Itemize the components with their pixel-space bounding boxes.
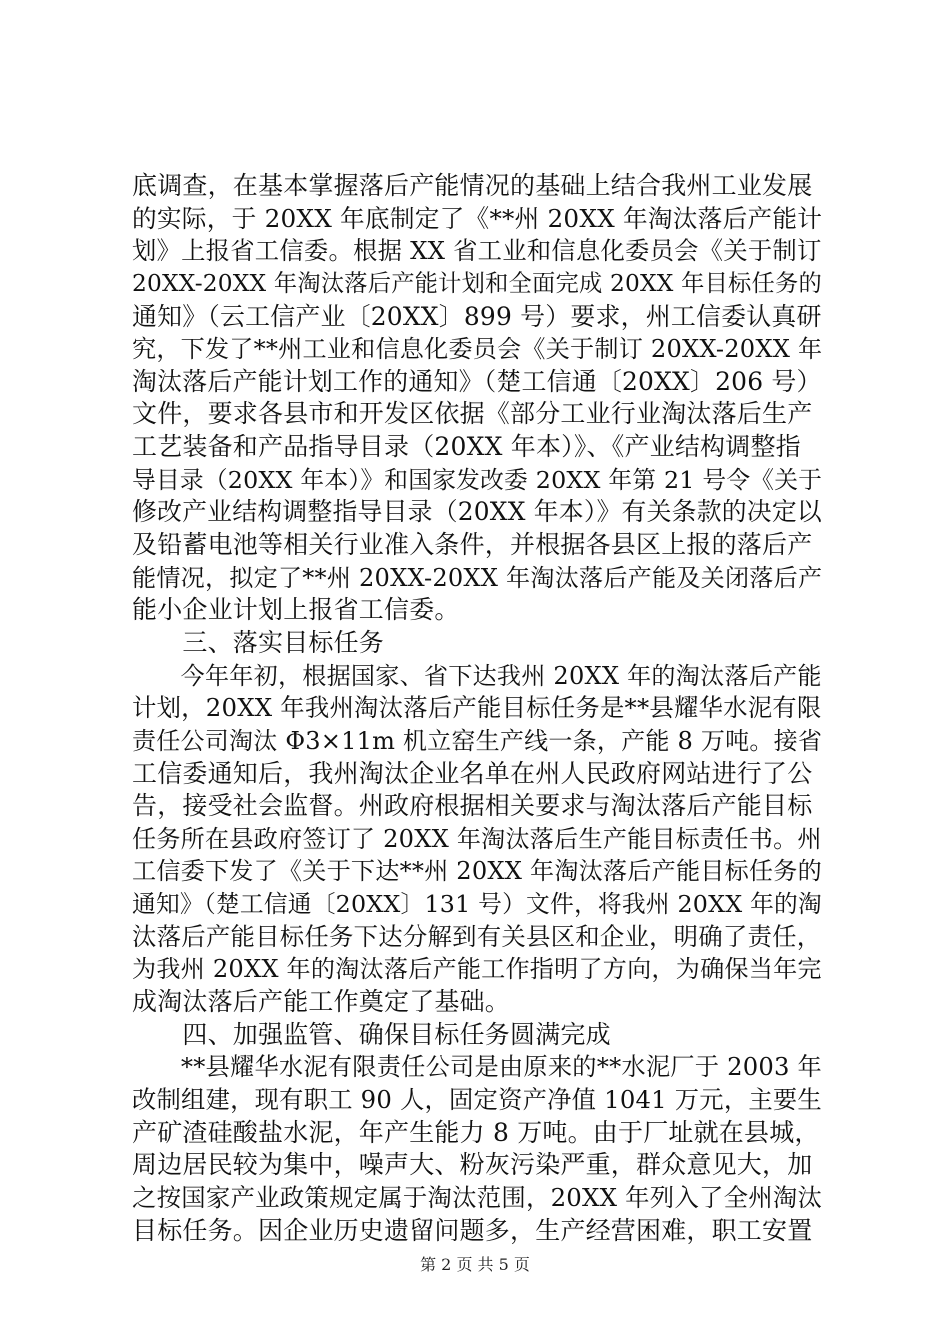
text-line: 计划，20XX 年我州淘汰落后产能目标任务是**县耀华水泥有限 xyxy=(132,693,822,723)
text-line: 能情况，拟定了**州 20XX-20XX 年淘汰落后产能及关闭落后产 xyxy=(132,563,823,592)
text-line: 淘汰落后产能计划工作的通知》（楚工信通〔20XX〕206 号） xyxy=(132,366,822,396)
text-line: 工艺装备和产品指导目录（20XX 年本）》、《产业结构调整指 xyxy=(132,432,801,462)
text-line: 周边居民较为集中，噪声大、粉灰污染严重，群众意见大，加 xyxy=(132,1150,813,1180)
text-line: 三、落实目标任务 xyxy=(132,627,385,657)
text-line: 四、加强监管、确保目标任务圆满完成 xyxy=(132,1019,611,1049)
text-line: 工信委下发了《关于下达**州 20XX 年淘汰落后产能目标任务的 xyxy=(132,857,822,886)
text-line: 汰落后产能目标任务下达分解到有关县区和企业，明确了责任， xyxy=(132,921,822,951)
text-line: 今年年初，根据国家、省下达我州 20XX 年的淘汰落后产能 xyxy=(132,661,822,690)
text-line: 目标任务。因企业历史遗留问题多，生产经营困难，职工安置 xyxy=(132,1215,813,1245)
text-line: 能小企业计划上报省工信委。 xyxy=(132,595,460,625)
text-line: 划》上报省工信委。根据 XX 省工业和信息化委员会《关于制订 xyxy=(132,236,822,266)
text-line: 成淘汰落后产能工作奠定了基础。 xyxy=(132,987,511,1017)
document-body xyxy=(132,170,832,1247)
text-line: **县耀华水泥有限责任公司是由原来的**水泥厂于 2003 年 xyxy=(132,1052,822,1082)
text-line: 产矿渣硅酸盐水泥，年产生能力 8 万吨。由于厂址就在县城， xyxy=(132,1117,820,1147)
text-line: 20XX-20XX 年淘汰落后产能计划和全面完成 20XX 年目标任务的 xyxy=(132,269,822,297)
page-footer: 第 2 页 共 5 页 xyxy=(420,1255,530,1274)
text-line: 改制组建，现有职工 90 人，固定资产净值 1041 万元，主要生 xyxy=(132,1084,822,1114)
text-line: 为我州 20XX 年的淘汰落后产能工作指明了方向，为确保当年完 xyxy=(132,955,822,984)
text-line: 及铅蓄电池等相关行业准入条件，并根据各县区上报的落后产 xyxy=(132,530,813,560)
text-line: 之按国家产业政策规定属于淘汰范围，20XX 年列入了全州淘汰 xyxy=(132,1182,823,1212)
text-line: 究，下发了**州工业和信息化委员会《关于制订 20XX-20XX 年 xyxy=(132,335,823,364)
text-line: 通知》（云工信产业〔20XX〕899 号）要求，州工信委认真研 xyxy=(132,301,822,331)
text-line: 任务所在县政府签订了 20XX 年淘汰落后生产能目标责任书。州 xyxy=(132,824,822,853)
text-line: 工信委通知后，我州淘汰企业名单在州人民政府网站进行了公 xyxy=(132,758,813,788)
text-line: 导目录（20XX 年本）》和国家发改委 20XX 年第 21 号令《关于 xyxy=(132,465,823,494)
text-line: 文件，要求各县市和开发区依据《部分工业行业淘汰落后生产 xyxy=(132,399,813,429)
text-line: 告，接受社会监督。州政府根据相关要求与淘汰落后产能目标 xyxy=(132,791,813,821)
text-line: 底调查，在基本掌握落后产能情况的基础上结合我州工业发展 xyxy=(132,171,813,200)
text-line: 通知》（楚工信通〔20XX〕131 号）文件，将我州 20XX 年的淘 xyxy=(132,890,822,919)
text-line: 责任公司淘汰 Φ3×11m 机立窑生产线一条，产能 8 万吨。接省 xyxy=(132,726,823,755)
text-line: 修改产业结构调整指导目录（20XX 年本）》有关条款的决定以 xyxy=(132,497,822,527)
text-line: 的实际，于 20XX 年底制定了《**州 20XX 年淘汰落后产能计 xyxy=(132,203,823,233)
